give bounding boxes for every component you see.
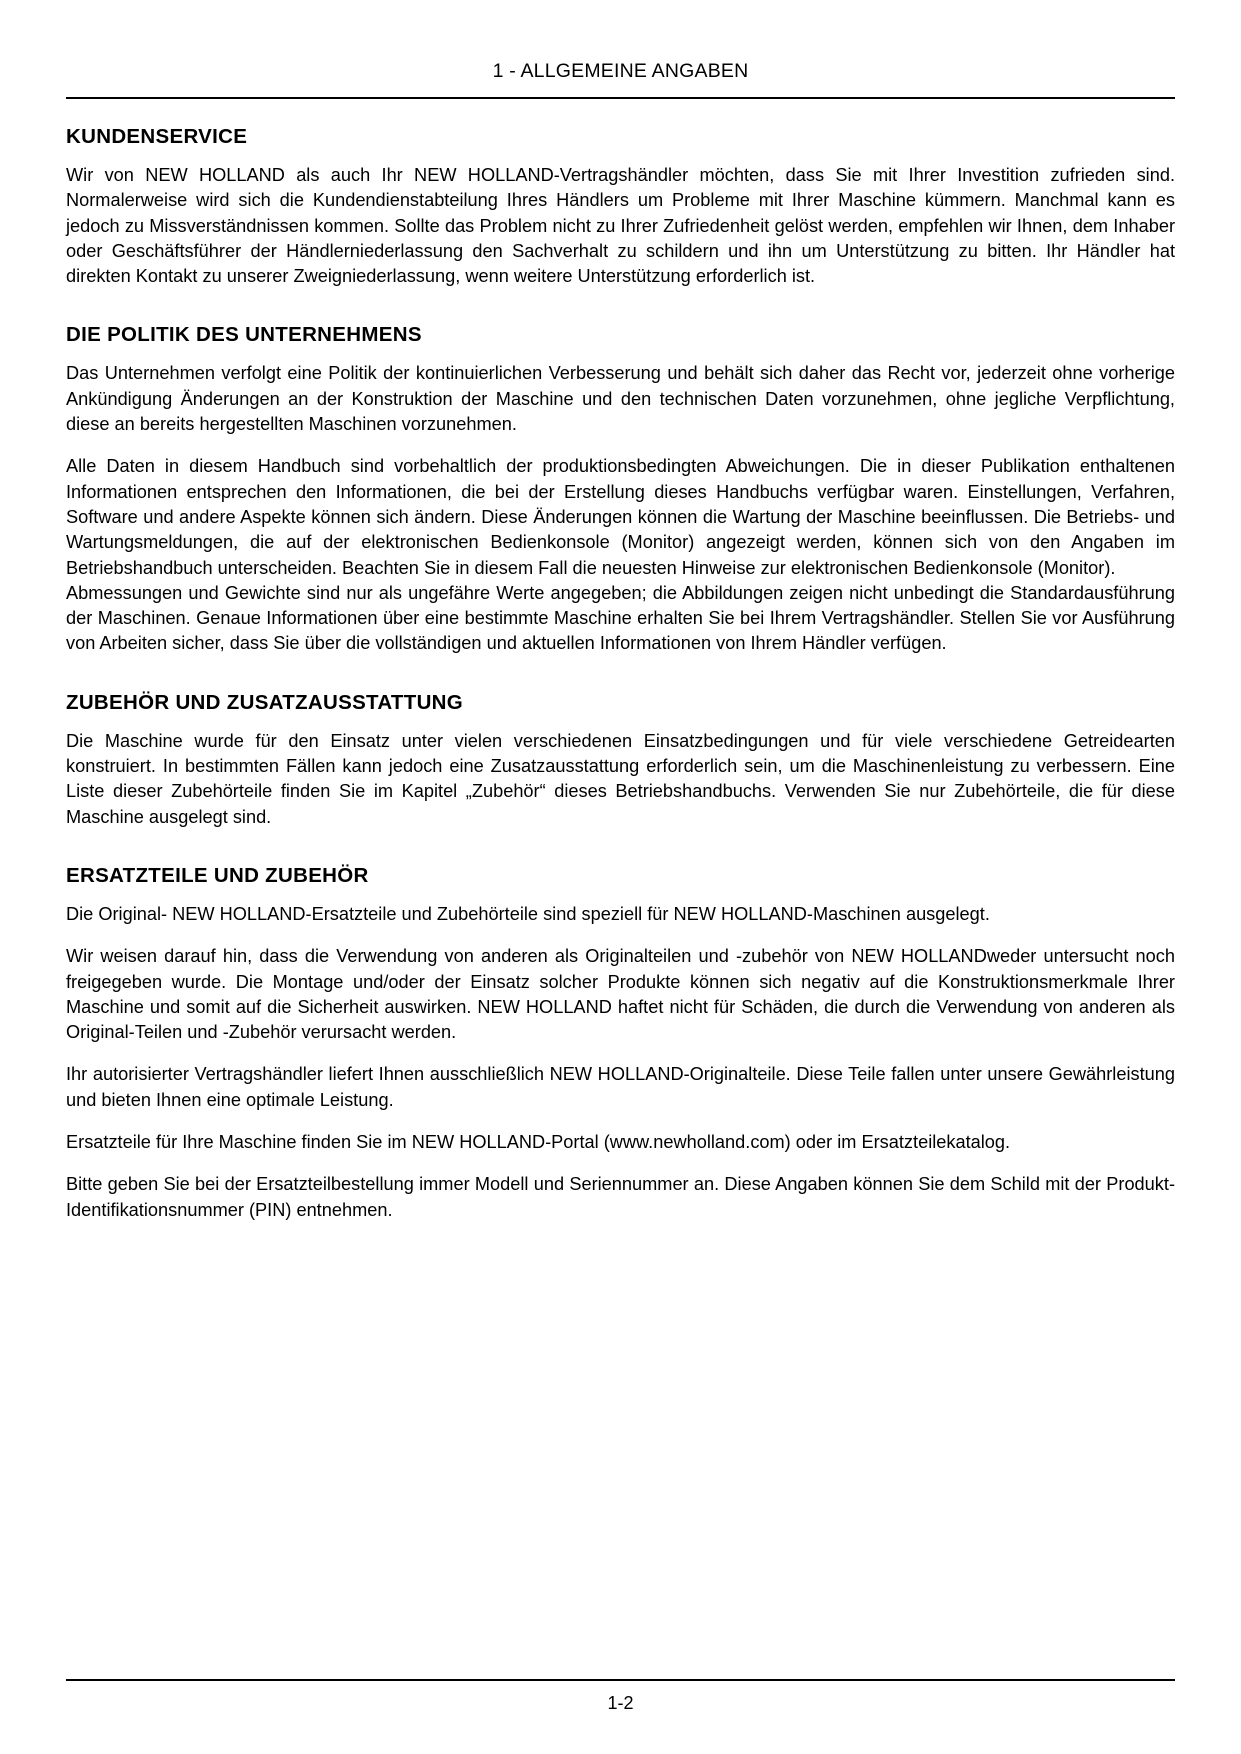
paragraph: Bitte geben Sie bei der Ersatzteilbestellung immer Modell und Seriennummer an. Diese Angaben können Sie dem Schild mit der Produkt-Identifikationsnummer (PIN) entnehmen. [66,1174,1175,1220]
paragraph: Alle Daten in diesem Handbuch sind vorbehaltlich der produktionsbedingten Abweichungen. Die in dieser Publikation enthaltenen Informationen entsprechen den Informationen, die bei der Erstellung dieses Handbuchs verfügbar waren. Einstellungen, Verfahren, Software und andere Aspekte können sich ändern. Diese Änderungen können die Wartung der Maschine beeinflussen. Die Betriebs- und Wartungsmeldungen, die auf der elektronischen Bedienkonsole (Monitor) angezeigt werden, können sich von den Angaben im Betriebshandbuch unterscheiden. Beachten Sie in diesem Fall die neuesten Hinweise zur elektronischen Bedienkonsole (Monitor). [66,456,1175,578]
section-heading-zubehoer-zusatzausstattung: ZUBEHÖR UND ZUSATZAUSSTATTUNG [66,690,464,714]
paragraph: Die Original- NEW HOLLAND-Ersatzteile und Zubehörteile sind speziell für NEW HOLLAND-Maschinen ausgelegt. [66,903,990,924]
paragraph: Abmessungen und Gewichte sind nur als ungefähre Werte angegeben; die Abbildungen zeigen nicht unbedingt die Standardausführung der Maschinen. Genaue Informationen über eine bestimmte Maschine erhalten Sie bei Ihrem Vertragshändler. Stellen Sie vor Ausführung von Arbeiten sicher, dass Sie über die vollständigen und aktuellen Informationen von Ihrem Händler verfügen. [66,582,1175,654]
page-header [66,60,1175,97]
paragraph: Die Maschine wurde für den Einsatz unter vielen verschiedenen Einsatzbedingungen und für viele verschiedene Getreidearten konstruiert. In bestimmten Fällen kann jedoch eine Zusatzausstattung erforderlich sein, um die Maschinenleistung zu verbessern. Eine Liste dieser Zubehörteile finden Sie im Kapitel „Zubehör“ dieses Betriebshandbuchs. Verwenden Sie nur Zubehörteile, die für diese Maschine ausgelegt sind. [66,730,1175,827]
section-heading-ersatzteile-zubehoer: ERSATZTEILE UND ZUBEHÖR [66,863,369,887]
chapter-title: 1 - ALLGEMEINE ANGABEN [492,60,749,82]
paragraph: Wir weisen darauf hin, dass die Verwendung von anderen als Originalteilen und -zubehör von NEW HOLLANDweder untersucht noch freigegeben wurde. Die Montage und/oder der Einsatz solcher Produkte können sich negativ auf die Konstruktionsmerkmale Ihrer Maschine und somit auf die Sicherheit auswirken. NEW HOLLAND haftet nicht für Schäden, die durch die Verwendung von anderen als Original-Teilen und -Zubehör verursacht werden. [66,946,1175,1043]
page-footer [66,1679,1175,1714]
paragraph: Das Unternehmen verfolgt eine Politik der kontinuierlichen Verbesserung und behält sich daher das Recht vor, jederzeit ohne vorherige Ankündigung Änderungen an der Konstruktion der Maschine und den technischen Daten vorzunehmen, ohne jegliche Verpflichtung, diese an bereits hergestellten Maschinen vorzunehmen. [66,363,1175,435]
paragraph: Ihr autorisierter Vertragshändler liefert Ihnen ausschließlich NEW HOLLAND-Originalteile. Diese Teile fallen unter unsere Gewährleistung und bieten Ihnen eine optimale Leistung. [66,1064,1175,1110]
section-heading-unternehmenspolitik: DIE POLITIK DES UNTERNEHMENS [66,323,422,347]
page-number: 1-2 [607,1693,634,1713]
page-content [66,99,1175,1679]
section-heading-kundenservice: KUNDENSERVICE [66,125,248,148]
paragraph: Ersatzteile für Ihre Maschine finden Sie im NEW HOLLAND-Portal (www.newholland.com) oder im Ersatzteilekatalog. [66,1132,1011,1153]
paragraph: Wir von NEW HOLLAND als auch Ihr NEW HOLLAND-Vertragshändler möchten, dass Sie mit Ihrer Investition zufrieden sind. Normalerweise wird sich die Kundendienstabteilung Ihres Händlers um Probleme mit Ihrer Maschine kümmern. Manchmal kann es jedoch zu Missverständnissen kommen. Sollte das Problem nicht zu Ihrer Zufriedenheit gelöst werden, empfehlen wir Ihnen, dem Inhaber oder Geschäftsführer der Händlerniederlassung den Sachverhalt zu schildern und ihn um Unterstützung zu bitten. Ihr Händler hat direkten Kontakt zu unserer Zweigniederlassung, wenn weitere Unterstützung erforderlich ist. [66,165,1175,287]
